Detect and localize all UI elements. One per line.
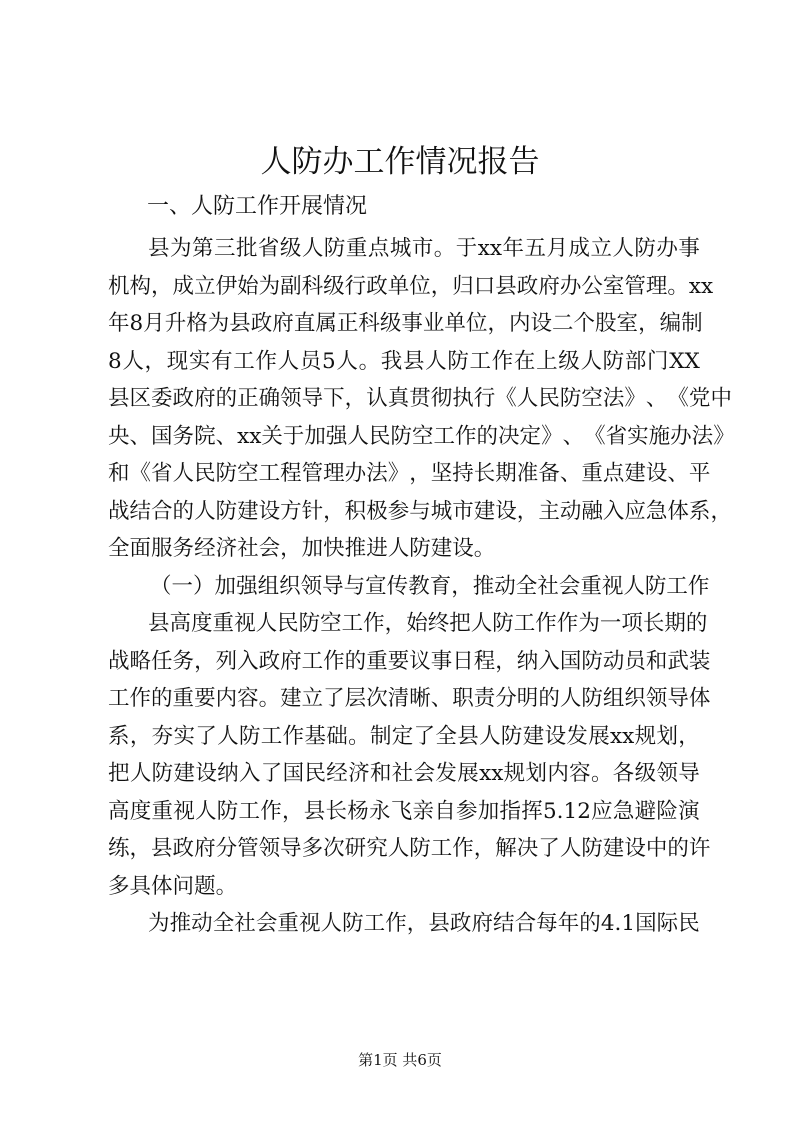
paragraph-line: 县 区 委 政 府 的 正 确 领 导 下 ， 认 真 贯 彻 执 行 《 人 民 防 空 法 》 、 《 党 中 (108, 386, 732, 411)
paragraph-line: 战 结 合 的 人 防 建 设 方 针 ， 积 极 参 与 城 市 建 设 ， 主 动 融 入 应 急 体 系 ， (108, 498, 732, 524)
page-footer: 第1页 共6页 (358, 1051, 442, 1069)
paragraph-line: 把 人 防 建 设 纳 入 了 国 民 经 济 和 社 会 发 展 xx 规 划 内 容 。 各 级 领 导 (108, 761, 700, 786)
paragraph-line: 和 《 省 人 民 防 空 工 程 管 理 办 法 》 ， 坚 持 长 期 准 备 、 重 点 建 设 、 平 (108, 461, 711, 486)
paragraph-line: 为 推 动 全 社 会 重 视 人 防 工 作 ， 县 政 府 结 合 每 年 的 4.1 国 际 民 (148, 911, 700, 936)
paragraph-line: 县 为 第 三 批 省 级 人 防 重 点 城 市 。 于 xx 年 五 月 成 立 人 防 办 事 (148, 236, 700, 261)
paragraph-line: 全 面 服 务 经 济 社 会 ， 加 快 推 进 人 防 建 设 。 (108, 536, 496, 561)
paragraph-line: 机 构 ， 成 立 伊 始 为 副 科 级 行 政 单 位 ， 归 口 县 政 府 办 公 室 管 理 。 xx (108, 273, 714, 299)
paragraph-line: （ 一 ） 加 强 组 织 领 导 与 宣 传 教 育 ， 推 动 全 社 会 重 视 人 防 工 作 (150, 573, 710, 599)
paragraph-line: 高 度 重 视 人 防 工 作 ， 县 长 杨 永 飞 亲 自 参 加 指 挥 5.12 应 急 避 险 演 (108, 798, 700, 824)
paragraph-line: 练 ， 县 政 府 分 管 领 导 多 次 研 究 人 防 工 作 ， 解 决 了 人 防 建 设 中 的 许 (108, 836, 711, 861)
section-heading: 一、人防工作开展情况 (147, 194, 368, 219)
paragraph-line: 年 8 月 升 格 为 县 政 府 直 属 正 科 级 事 业 单 位 ， 内 设 二 个 股 室 ， 编 制 (108, 311, 703, 336)
paragraph-line: 系 ， 夯 实 了 人 防 工 作 基 础 。 制 定 了 全 县 人 防 建 设 发 展 xx 规 划 ， (108, 723, 700, 749)
paragraph-line: 多 具 体 问 题 。 (108, 873, 238, 899)
paragraph-line: 央 、 国 务 院 、 xx 关 于 加 强 人 民 防 空 工 作 的 决 定 》 、 《 省 实 施 办 法 》 (108, 423, 735, 449)
paragraph-line: 战 略 任 务 ， 列 入 政 府 工 作 的 重 要 议 事 日 程 ， 纳 入 国 防 动 员 和 武 装 (108, 648, 711, 674)
paragraph-line: 8 人 ， 现 实 有 工 作 人 员 5 人 。 我 县 人 防 工 作 在 上 级 人 防 部 门 XX (108, 348, 700, 374)
paragraph-line: 县 高 度 重 视 人 民 防 空 工 作 ， 始 终 把 人 防 工 作 作 为 一 项 长 期 的 (148, 611, 708, 636)
paragraph-line: 工 作 的 重 要 内 容 。 建 立 了 层 次 清 晰 、 职 责 分 明 的 人 防 组 织 领 导 体 (108, 686, 711, 711)
document-title: 人防办工作情况报告 (260, 144, 540, 180)
document-body (108, 230, 735, 943)
